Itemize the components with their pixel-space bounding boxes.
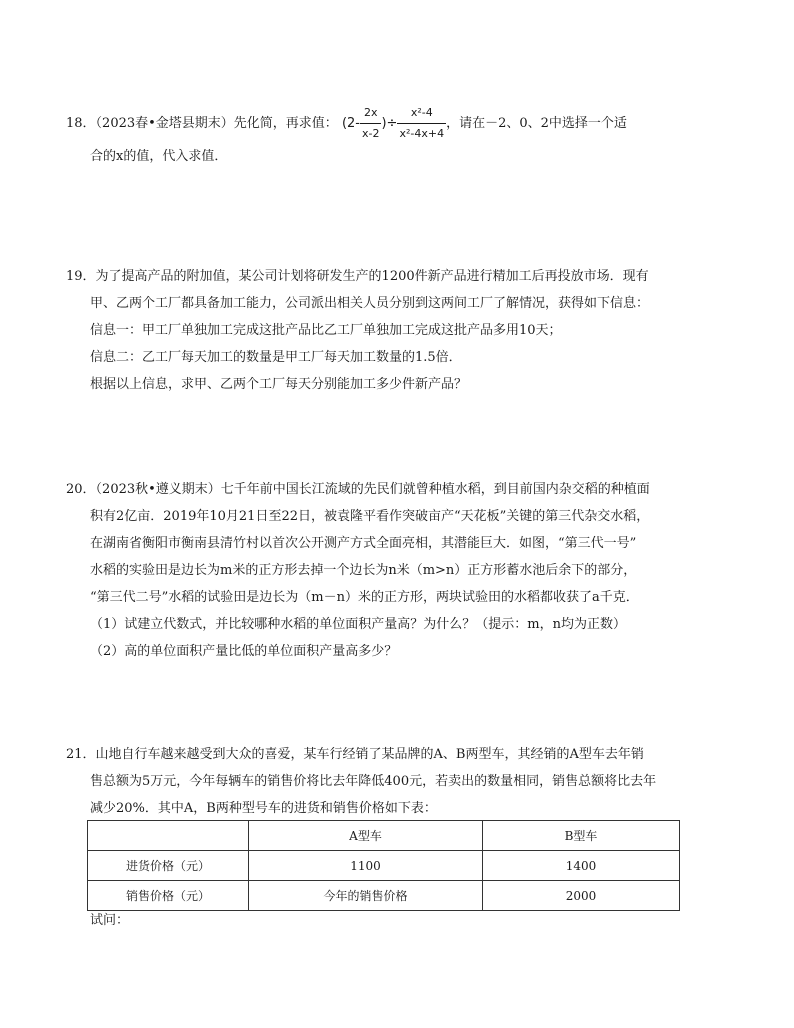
q18-expr-open: (2- [341, 116, 360, 131]
q18-frac2-num: x²-4 [410, 106, 433, 119]
table-cell: 2000 [483, 881, 680, 911]
q19-line3: 信息一：甲工厂单独加工完成这批产品比乙工厂单独加工完成这批产品多用10天； [90, 323, 562, 338]
table-row [88, 881, 680, 911]
table-cell: 1100 [249, 851, 483, 881]
price-table [87, 820, 680, 911]
q21-after-text: 试问： [90, 913, 130, 928]
table-cell: 进货价格（元） [88, 851, 249, 881]
q19-line1: 19．为了提高产品的附加值，某公司计划将研发生产的1200件新产品进行精加工后再投放市场．现有 [66, 269, 649, 284]
q19-line4: 信息二：乙工厂每天加工的数量是甲工厂每天加工数量的1.5倍． [90, 350, 462, 365]
q19-line2: 甲、乙两个工厂都具备加工能力，公司派出相关人员分别到这两间工厂了解情况，获得如下信息： [90, 296, 650, 311]
q18-frac1 [360, 104, 381, 143]
q19-line5: 根据以上信息，求甲、乙两个工厂每天分别能加工多少件新产品？ [90, 377, 468, 392]
q20-line3: 在湖南省衡阳市衡南县清竹村以首次公开测产方式全面亮相，其潜能巨大．如图，“第三代一号” [90, 536, 637, 551]
table-header-cell: B型车 [483, 821, 680, 851]
q21-line2: 售总额为5万元，今年每辆车的销售价将比去年降低400元，若卖出的数量相同，销售总额将比去年 [90, 774, 657, 789]
q20-line1: 20．（2023秋•遵义期末）七千年前中国长江流域的先民们就曾种植水稻，到目前国内杂交稻的种植面 [66, 482, 650, 497]
q20-line4: 水稻的实验田是边长为m米的正方形去掉一个边长为n米（m>n）正方形蓄水池后余下的部分， [90, 563, 637, 578]
q21-line1: 21．山地自行车越来越受到大众的喜爱，某车行经销了某品牌的A、B两型车，其经销的A型车去年销 [66, 747, 644, 762]
q20-line5: “第三代二号”水稻的试验田是边长为（m－n）米的正方形，两块试验田的水稻都收获了a千克． [90, 590, 639, 605]
q18-line2: 合的x的值，代入求值． [90, 149, 228, 164]
table-header-row [88, 821, 680, 851]
q18-line1 [66, 104, 627, 143]
q20-line7: （2）高的单位面积产量比低的单位面积产量高多少？ [90, 644, 398, 659]
q20-line6: （1）试建立代数式，并比较哪种水稻的单位面积产量高？为什么？（提示：m，n均为正数） [90, 617, 626, 632]
table-header-cell [88, 821, 249, 851]
q18-frac2-den: x²-4x+4 [399, 127, 445, 140]
q18-frac1-num: 2x [363, 106, 378, 119]
q18-frac2 [397, 104, 446, 143]
q18-source: （2023春•金塔县期末）先化简，再求值： [95, 116, 338, 131]
table-row [88, 851, 680, 881]
q18-number: 18． [66, 116, 96, 131]
table-header-cell: A型车 [249, 821, 483, 851]
q21-line3: 减少20%．其中A，B两种型号车的进货和销售价格如下表： [90, 801, 437, 816]
q20-line2: 积有2亿亩．2019年10月21日至22日，被袁隆平看作突破亩产“天花板”关键的第三代杂交水稻， [90, 509, 650, 524]
q18-frac1-den: x-2 [362, 127, 380, 140]
table-cell: 1400 [483, 851, 680, 881]
q18-tail: ，请在－2、0、2中选择一个适 [446, 116, 627, 131]
q18-expr-div: )÷ [381, 116, 398, 131]
table-cell: 今年的销售价格 [249, 881, 483, 911]
table-cell: 销售价格（元） [88, 881, 249, 911]
